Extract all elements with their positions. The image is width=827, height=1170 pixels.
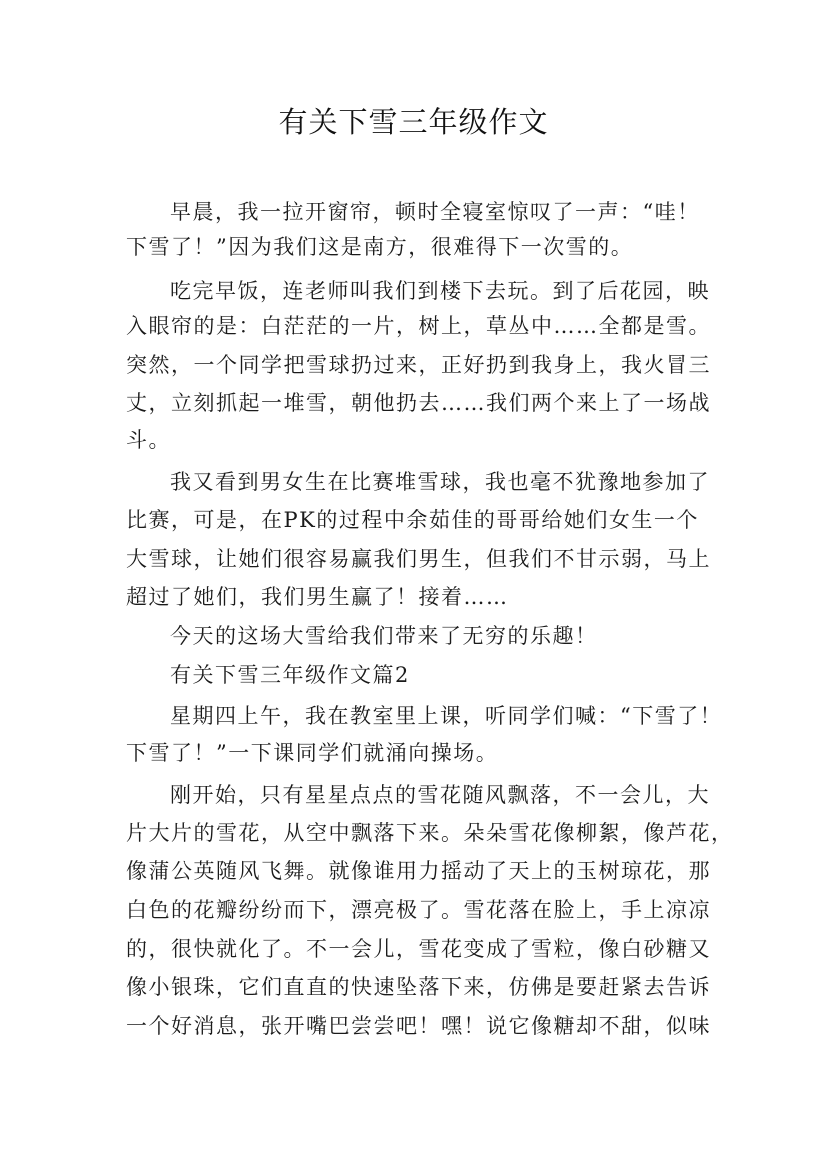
text-line: 刚开始，只有星星点点的雪花随风飘落，不一会儿，大 xyxy=(170,783,710,807)
text-line: 我又看到男女生在比赛堆雪球，我也毫不犹豫地参加了 xyxy=(170,470,710,494)
text-line: 斗。 xyxy=(126,428,171,452)
text-line: 今天的这场大雪给我们带来了无穷的乐趣！ xyxy=(170,624,598,648)
text-line: 丈，立刻抓起一堆雪，朝他扔去……我们两个来上了一场战 xyxy=(126,391,711,415)
text-line: 像蒲公英随风飞舞。就像谁用力摇动了天上的玉树琼花，那 xyxy=(126,859,711,883)
text-line: 的，很快就化了。不一会儿，雪花变成了雪粒，像白砂糖又 xyxy=(126,937,711,961)
text-line: 突然，一个同学把雪球扔过来，正好扔到我身上，我火冒三 xyxy=(126,353,711,377)
section-heading: 有关下雪三年级作文篇2 xyxy=(170,663,410,687)
text-line: 比赛，可是，在PK的过程中余茹佳的哥哥给她们女生一个 xyxy=(126,508,699,532)
text-line: 白色的花瓣纷纷而下，漂亮极了。雪花落在脸上，手上凉凉 xyxy=(126,898,711,922)
text-line: 星期四上午，我在教室里上课，听同学们喊：“下雪了！ xyxy=(170,704,723,728)
text-line: 吃完早饭，连老师叫我们到楼下去玩。到了后花园，映 xyxy=(170,279,710,303)
text-line: 超过了她们，我们男生赢了！接着…… xyxy=(126,585,509,609)
text-line: 一个好消息，张开嘴巴尝尝吧！嘿！说它像糖却不甜，似味 xyxy=(126,1014,711,1038)
text-line: 下雪了！”一下课同学们就涌向操场。 xyxy=(126,741,499,765)
text-line: 片大片的雪花，从空中飘落下来。朵朵雪花像柳絮，像芦花， xyxy=(126,821,734,845)
text-line: 像小银珠，它们直直的快速坠落下来，仿佛是要赶紧去告诉 xyxy=(126,975,711,999)
text-line: 早晨，我一拉开窗帘，顿时全寝室惊叹了一声：“哇！ xyxy=(170,200,700,224)
text-line: 大雪球，让她们很容易赢我们男生，但我们不甘示弱，马上 xyxy=(126,547,711,571)
text-line: 下雪了！”因为我们这是南方，很难得下一次雪的。 xyxy=(126,235,634,259)
document-title: 有关下雪三年级作文 xyxy=(278,105,549,139)
text-line: 入眼帘的是：白茫茫的一片，树上，草丛中……全都是雪。 xyxy=(126,314,711,338)
